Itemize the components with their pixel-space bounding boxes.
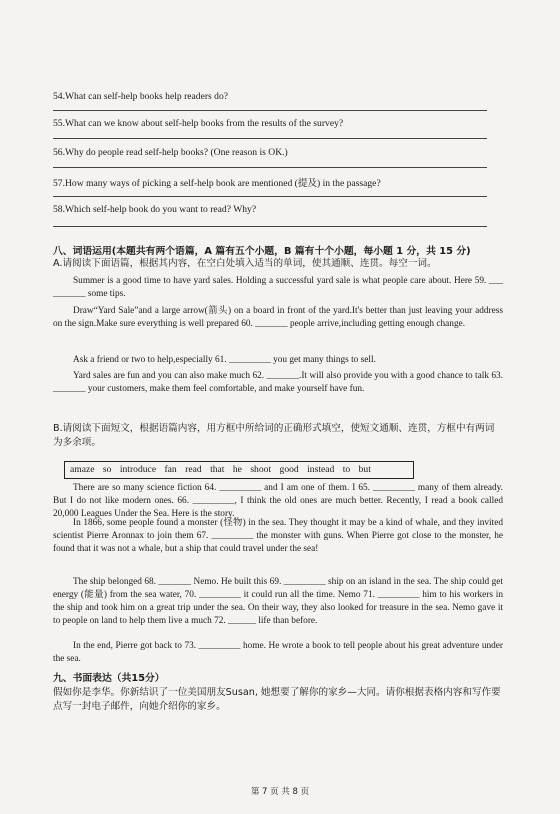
section-8b-instruction: B.请阅读下面短文，根据语篇内容，用方框中所给词的正确形式填空，使短文通顺、连贯，方框中有两词为多余项。	[53, 423, 495, 448]
question-58: 58.Which self-help book do you want to read? Why?	[53, 204, 257, 215]
word-box-item: to	[342, 464, 351, 475]
word-box-item: he	[232, 464, 242, 475]
section-8-title: 八、词语运用(本题共有两个语篇，A 篇有五个小题，B 篇有十个小题，每小题 1 分，共 15 分)	[53, 246, 471, 257]
answer-line-55	[53, 138, 487, 139]
word-box-item: read	[185, 464, 202, 475]
answer-line-56	[53, 167, 487, 168]
question-56: 56.Why do people read self-help books? (One reason is OK.)	[53, 147, 288, 158]
passage-b-paragraph-1: There are so many science fiction 64. _________ and I am one of them. I 65. _________ many of them already. But I do not like modern ones. 66. _________, I think the old ones are much better. Recently, I read a book called 20,000 Leagues Under the Sea. Here is the story.	[53, 483, 503, 519]
word-box-item: shoot	[250, 464, 272, 475]
passage-a-paragraph-4: Yard sales are fun and you can also make much 62. _______.It will also provide you with a good chance to talk 63. _______ your customers, make them feel comfortable, and make yourself have fun.	[53, 371, 503, 394]
passage-b-paragraph-3: The ship belonged 68. _______ Nemo. He built this 69. _________ ship on an island in the sea. The ship could get energy (能量) from the sea water, 70. _________ it could run all the time. Nemo 71. _________ him to his workers in the ship and took him on a great trip under the sea. On their way, they also looked for treasure in the sea. Nemo gave it to people on land to help them live a much 72. ______ life than before.	[53, 577, 503, 626]
answer-line-58	[53, 226, 487, 227]
word-box-item: instead	[307, 464, 335, 475]
passage-a-paragraph-3: Ask a friend or two to help,especially 61. _________ you get many things to sell.	[73, 355, 376, 365]
passage-a-paragraph-2: Draw“Yard Sale”and a large arrow(箭头) on a board in front of the yard.It's better than just leaving your address on the sign.Make sure everything is well prepared 60. _______ people arrive,including getting enough change.	[53, 306, 503, 329]
passage-b-paragraph-2: In 1866, some people found a monster (怪物) in the sea. They thought it may be a kind of whale, and they invited scientist Pierre Aronnax to join them 67. _________ the monster with guns. When Pierre got close to the monster, he found that it was not a whale, but a ship that could travel under the sea!	[53, 518, 503, 554]
question-57: 57.How many ways of picking a self-help book are mentioned (提及) in the passage?	[53, 178, 381, 189]
section-9-prompt: 假如你是李华。你新结识了一位美国朋友Susan, 她想要了解你的家乡—大同。请你根据表格内容和写作要点写一封电子邮件，向她介绍你的家乡。	[53, 687, 501, 712]
word-box-item: fan	[164, 464, 177, 475]
word-box-item: amaze	[70, 464, 95, 475]
section-9-title: 九、书面表达（共15分）	[53, 673, 165, 684]
question-54: 54.What can self-help books help readers do?	[53, 91, 229, 102]
word-box-item: introduce	[119, 464, 157, 475]
word-box-item: so	[102, 464, 112, 475]
passage-a-paragraph-1: Summer is a good time to have yard sales. Holding a successful yard sale is what people care about. Here 59. ___ _______ some tips.	[53, 276, 503, 299]
word-box-item: good	[279, 464, 299, 475]
answer-line-54	[53, 110, 487, 111]
question-55: 55.What can we know about self-help books from the results of the survey?	[53, 118, 344, 129]
passage-b-paragraph-4: In the end, Pierre got back to 73. _________ home. He wrote a book to tell people about his great adventure under the sea.	[53, 641, 503, 664]
word-box-item: that	[210, 464, 225, 475]
section-8a-instruction: A.请阅读下面语篇，根据其内容，在空白处填入适当的单词，使其通顺、连贯。每空一词。	[53, 258, 437, 269]
answer-line-57	[53, 196, 487, 197]
page-footer: 第 7 页 共 8 页	[250, 787, 310, 797]
word-box	[64, 461, 414, 479]
word-box-item: but	[358, 464, 371, 475]
